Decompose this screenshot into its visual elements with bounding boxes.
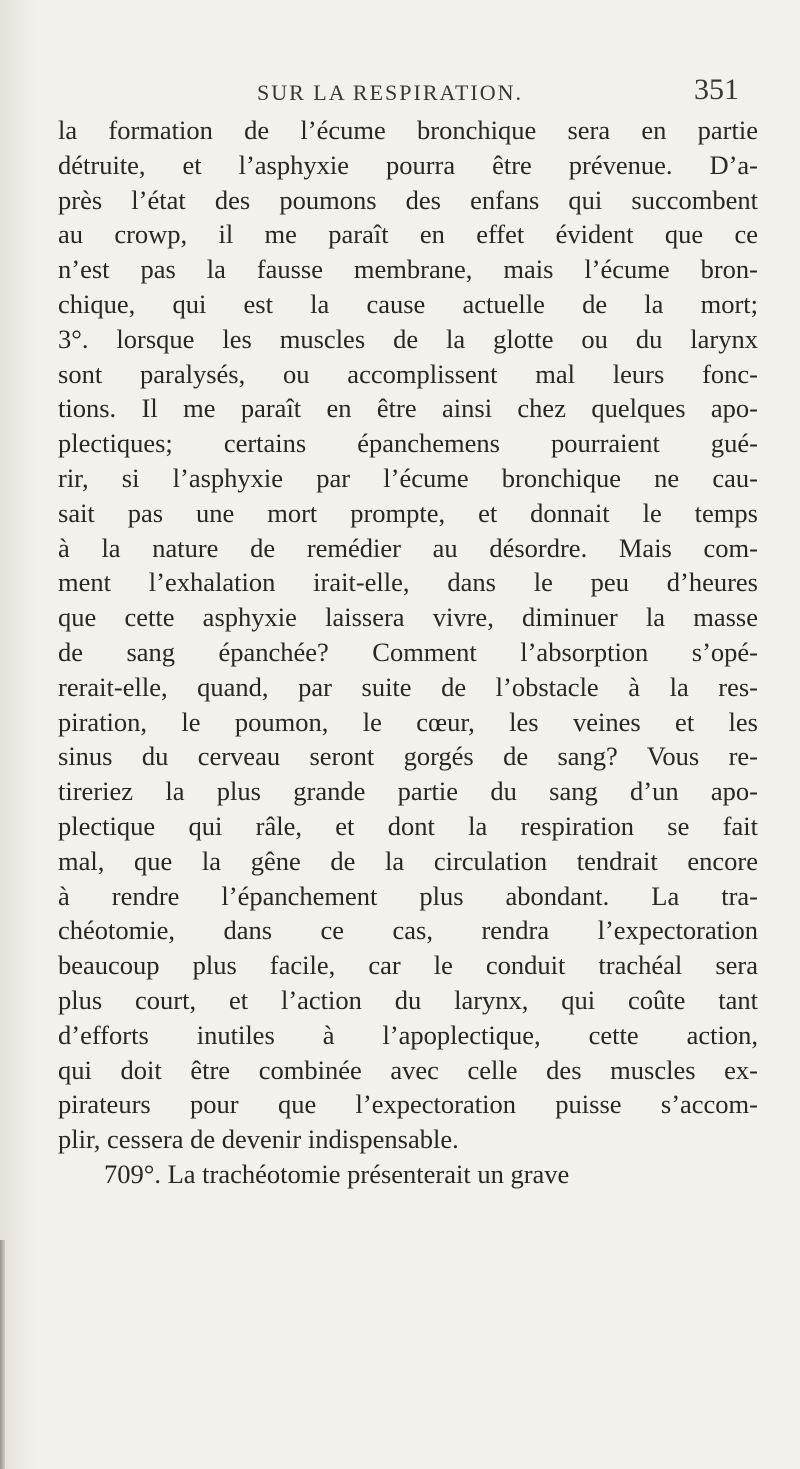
text-line: plir, cessera de devenir indispensable. — [58, 1124, 459, 1155]
text-line: sinus du cerveau seront gorgés de sang? Vous re- — [58, 741, 758, 772]
text-line: près l’état des poumons des enfans qui succombent — [58, 184, 758, 215]
text-line: d’efforts inutiles à l’apoplectique, cette action, — [58, 1019, 758, 1050]
page-edge-shadow — [0, 0, 40, 1469]
text-line: piration, le poumon, le cœur, les veines et les — [58, 706, 758, 737]
text-line: chique, qui est la cause actuelle de la mort; — [58, 288, 758, 319]
text-line: 709°. La trachéotomie présenterait un grave — [104, 1158, 570, 1189]
text-line: à la nature de remédier au désordre. Mais com- — [58, 532, 758, 563]
running-head: SUR LA RESPIRATION. — [257, 80, 523, 105]
binding-edge — [0, 1240, 5, 1469]
text-line: ment l’exhalation irait-elle, dans le peu d’heures — [58, 567, 758, 598]
text-line: rir, si l’asphyxie par l’écume bronchique ne cau- — [58, 462, 758, 493]
text-line: tireriez la plus grande partie du sang d’un apo- — [58, 776, 758, 807]
text-line: qui doit être combinée avec celle des muscles ex- — [58, 1054, 758, 1085]
text-line: rerait-elle, quand, par suite de l’obstacle à la res- — [58, 671, 758, 702]
text-line: chéotomie, dans ce cas, rendra l’expectoration — [58, 915, 758, 946]
text-line: au crowp, il me paraît en effet évident que ce — [58, 219, 758, 250]
page-number: 351 — [694, 73, 739, 106]
body-text — [58, 113, 758, 1192]
text-line: de sang épanchée? Comment l’absorption s’opé- — [58, 636, 758, 667]
text-line: la formation de l’écume bronchique sera en partie — [58, 115, 758, 145]
text-line: n’est pas la fausse membrane, mais l’écume bron- — [58, 254, 758, 285]
text-line: sait pas une mort prompte, et donnait le temps — [58, 497, 758, 528]
text-line: plus court, et l’action du larynx, qui coûte tant — [58, 984, 758, 1015]
text-line: pirateurs pour que l’expectoration puisse s’accom- — [58, 1089, 758, 1120]
text-line: 3°. lorsque les muscles de la glotte ou du larynx — [58, 323, 758, 354]
text-line: tions. Il me paraît en être ainsi chez quelques apo- — [58, 393, 758, 424]
text-line: que cette asphyxie laissera vivre, diminuer la masse — [58, 602, 758, 633]
text-line: détruite, et l’asphyxie pourra être prévenue. D’a- — [58, 149, 758, 180]
text-line: à rendre l’épanchement plus abondant. La tra- — [58, 880, 758, 911]
text-line: plectiques; certains épanchemens pourraient gué- — [58, 428, 758, 459]
text-line: plectique qui râle, et dont la respiration se fait — [58, 810, 758, 841]
text-line: sont paralysés, ou accomplissent mal leurs fonc- — [58, 358, 758, 389]
text-line: mal, que la gêne de la circulation tendrait encore — [58, 845, 758, 876]
text-line: beaucoup plus facile, car le conduit trachéal sera — [58, 950, 758, 981]
